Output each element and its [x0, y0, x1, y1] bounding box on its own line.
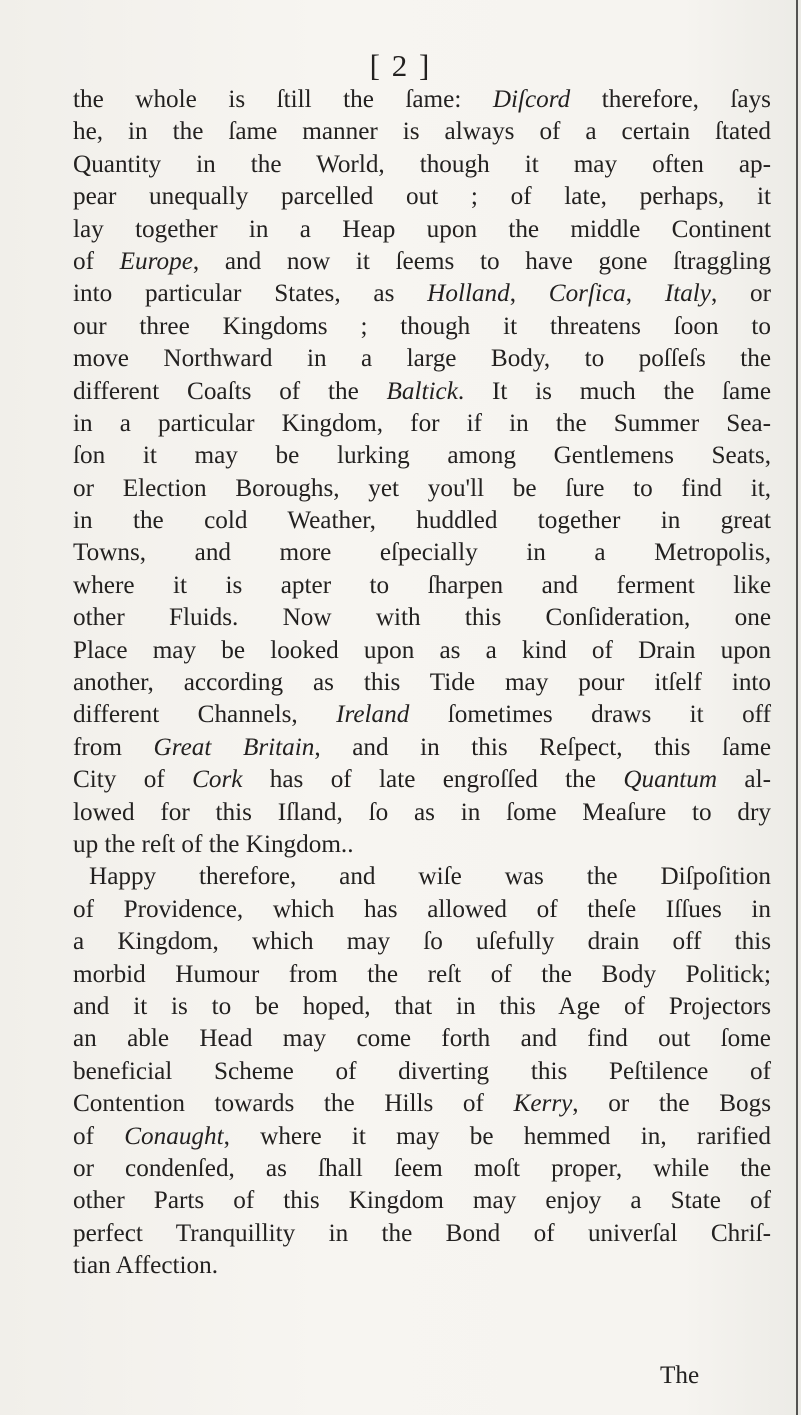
text-run: , and in this Reſpect, this ſame: [314, 733, 771, 761]
text-run: beneficial Scheme of diverting this Peſtilence of: [73, 1057, 771, 1085]
text-line: [73, 214, 771, 246]
italic-run: Great Britain: [153, 733, 315, 761]
text-run: Happy therefore, and wiſe was the Diſpoſition: [89, 863, 771, 891]
text-line: [73, 602, 771, 634]
text-run: al-: [717, 766, 771, 794]
text-line: [73, 1218, 771, 1250]
text-line: [73, 1153, 771, 1185]
text-run: an able Head may come forth and find out ſome: [73, 1025, 771, 1053]
text-line: [73, 181, 771, 213]
text-line: [73, 1250, 771, 1282]
text-line: [73, 1121, 771, 1153]
text-line: [73, 440, 771, 472]
text-line: [73, 149, 771, 181]
text-run: Towns, and more eſpecially in a Metropolis,: [73, 539, 771, 567]
text-run: ſon it may be lurking among Gentlemens Seats,: [73, 442, 771, 470]
text-run: from: [73, 733, 154, 761]
text-run: our three Kingdoms ; though it threatens ſoon to: [73, 312, 771, 340]
text-line: [73, 505, 771, 537]
text-run: has of late engroſſed the: [242, 766, 624, 794]
text-run: of: [73, 247, 120, 275]
page-number: [ 2 ]: [369, 48, 432, 83]
text-run: in a particular Kingdom, for if in the Summer Sea-: [73, 409, 771, 437]
text-line: [73, 116, 771, 148]
text-run: therefore, ſays: [570, 86, 771, 113]
text-line: [73, 84, 771, 116]
catchword: The: [660, 1362, 700, 1389]
italic-run: Quantum: [623, 766, 718, 794]
italic-run: Conaught: [124, 1122, 224, 1150]
text-run: where it is apter to ſharpen and ferment like: [73, 571, 771, 599]
text-line: [73, 635, 771, 667]
text-run: different Channels,: [73, 701, 337, 729]
text-run: or Election Boroughs, yet you'll be ſure to find it,: [73, 474, 771, 502]
text-run: other Fluids. Now with this Conſideration, one: [73, 604, 771, 632]
italic-run: Europe: [119, 247, 193, 275]
text-run: Contention towards the Hills of: [73, 1090, 514, 1118]
text-run: another, according as this Tide may pour itſelf into: [73, 669, 771, 697]
text-run: in the cold Weather, huddled together in great: [73, 507, 771, 535]
text-run: pear unequally parcelled out ; of late, perhaps, it: [73, 183, 771, 211]
text-run: Place may be looked upon as a kind of Drain upon: [73, 636, 771, 664]
italic-run: Italy: [664, 280, 711, 308]
text-line: [73, 376, 771, 408]
text-run: into particular States, as: [73, 280, 428, 308]
text-line: [73, 861, 771, 893]
italic-run: Kerry: [513, 1090, 573, 1118]
text-line: [73, 408, 771, 440]
text-line: [73, 926, 771, 958]
text-run: , where it may be hemmed in, rarified: [223, 1122, 771, 1150]
text-run: ſometimes draws it off: [409, 701, 771, 729]
text-line: [73, 667, 771, 699]
text-run: lay together in a Heap upon the middle Continent: [73, 215, 771, 243]
text-run: or condenſed, as ſhall ſeem moſt proper, while the: [73, 1154, 771, 1182]
text-run: , or: [710, 280, 772, 308]
text-line: [73, 1088, 771, 1120]
text-run: other Parts of this Kingdom may enjoy a State of: [73, 1187, 771, 1215]
text-run: different Coaſts of the: [73, 377, 387, 405]
text-line: [73, 797, 771, 829]
text-line: [73, 311, 771, 343]
text-line: [73, 959, 771, 991]
text-run: City of: [73, 766, 193, 794]
text-run: a Kingdom, which may ſo uſefully drain off this: [73, 928, 771, 956]
text-run: move Northward in a large Body, to poſſeſs the: [73, 345, 771, 373]
italic-run: Corſica: [548, 280, 626, 308]
text-run: Quantity in the World, though it may often ap-: [73, 150, 771, 178]
text-run: lowed for this Iſland, ſo as in ſome Meaſure to dry: [73, 798, 771, 826]
page-edge-shadow: [796, 0, 798, 1415]
text-line: [73, 1023, 771, 1055]
text-run: and it is to be hoped, that in this Age of Projectors: [73, 992, 771, 1020]
text-line: [73, 991, 771, 1023]
text-run: morbid Humour from the reſt of the Body Politick;: [73, 960, 771, 988]
text-run: the whole is ſtill the ſame:: [73, 86, 493, 113]
text-run: perfect Tranquillity in the Bond of univerſal Chriſ-: [73, 1219, 771, 1247]
text-line: [73, 1056, 771, 1088]
text-line: [73, 732, 771, 764]
text-run: up the reſt of the Kingdom..: [73, 830, 354, 858]
italic-run: Ireland: [336, 701, 410, 729]
text-run: tian Affection.: [73, 1252, 219, 1280]
text-line: [73, 829, 771, 861]
text-line: [73, 343, 771, 375]
text-run: ,: [509, 280, 549, 308]
text-line: [73, 764, 771, 796]
text-run: ,: [625, 280, 665, 308]
text-line: [73, 699, 771, 731]
text-line: [73, 570, 771, 602]
text-line: [73, 894, 771, 926]
text-run: of Providence, which has allowed of theſe Iſſues in: [73, 895, 771, 923]
text-run: . It is much the ſame: [457, 377, 772, 405]
text-run: of: [73, 1122, 125, 1150]
text-line: [73, 473, 771, 505]
italic-run: Diſcord: [492, 86, 571, 113]
text-run: he, in the ſame manner is always of a certain ſtated: [73, 118, 771, 146]
italic-run: Cork: [192, 766, 243, 794]
text-line: [73, 1185, 771, 1217]
text-line: [73, 278, 771, 310]
text-line: [73, 246, 771, 278]
italic-run: Baltick: [386, 377, 458, 405]
italic-run: Holland: [427, 280, 510, 308]
text-line: [73, 537, 771, 569]
body-text: [73, 84, 771, 1282]
text-run: , and now it ſeems to have gone ſtraggling: [192, 247, 771, 275]
text-run: , or the Bogs: [572, 1090, 771, 1118]
